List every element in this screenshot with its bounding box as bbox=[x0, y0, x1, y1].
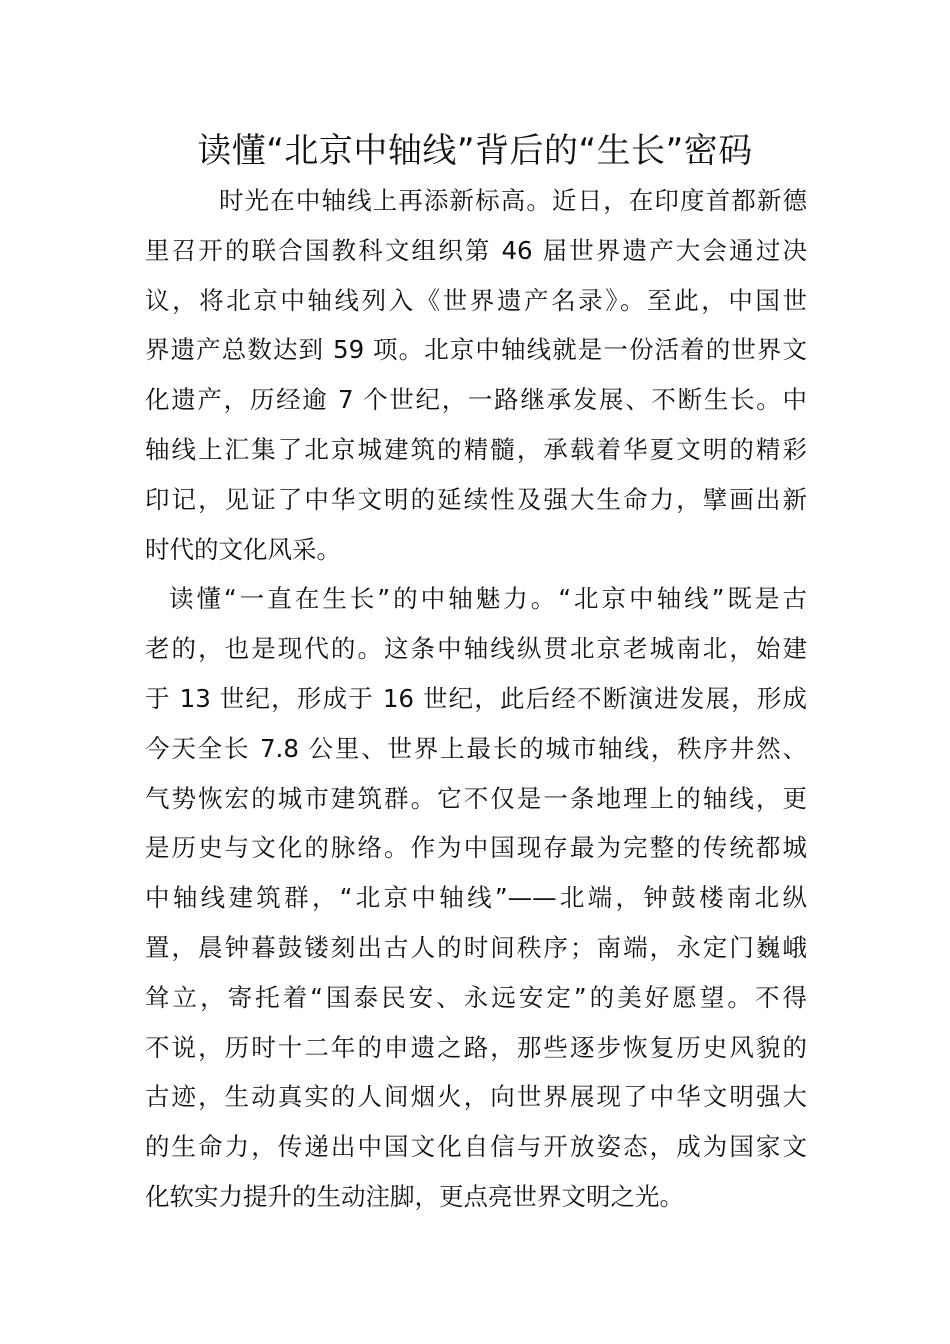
paragraph-line: 是历史与文化的脉络。作为中国现存最为完整的传统都城 bbox=[145, 833, 807, 863]
paragraph-line: 轴线上汇集了北京城建筑的精髓，承载着华夏文明的精彩 bbox=[145, 434, 807, 464]
paragraph-line: 气势恢宏的城市建筑群。它不仅是一条地理上的轴线，更 bbox=[145, 783, 807, 813]
paragraph-line: 今天全长 7.8 公里、世界上最长的城市轴线，秩序井然、 bbox=[145, 733, 807, 763]
paragraph-line: 印记，见证了中华文明的延续性及强大生命力，擘画出新 bbox=[145, 484, 807, 514]
document-title: 读懂“北京中轴线”背后的“生长”密码 bbox=[197, 131, 753, 171]
paragraph-line: 界遗产总数达到 59 项。北京中轴线就是一份活着的世界文 bbox=[145, 335, 807, 365]
document-body bbox=[145, 176, 807, 1222]
paragraph-2 bbox=[145, 574, 807, 1221]
paragraph-line: 于 13 世纪，形成于 16 世纪，此后经不断演进发展，形成 bbox=[145, 683, 807, 713]
paragraph-line: 读懂“一直在生长”的中轴魅力。“北京中轴线”既是古 bbox=[169, 584, 807, 614]
paragraph-line: 议，将北京中轴线列入《世界遗产名录》。至此，中国世 bbox=[145, 285, 807, 315]
paragraph-line: 古迹，生动真实的人间烟火，向世界展现了中华文明强大 bbox=[145, 1082, 807, 1112]
paragraph-line: 耸立，寄托着“国泰民安、永远安定”的美好愿望。不得 bbox=[145, 982, 807, 1012]
paragraph-line: 化软实力提升的生动注脚，更点亮世界文明之光。 bbox=[145, 1181, 684, 1211]
paragraph-1 bbox=[145, 176, 807, 574]
paragraph-line: 化遗产，历经逾 7 个世纪，一路继承发展、不断生长。中 bbox=[145, 385, 807, 415]
paragraph-line: 置，晨钟暮鼓镂刻出古人的时间秩序；南端，永定门巍峨 bbox=[145, 932, 807, 962]
paragraph-line: 里召开的联合国教科文组织第 46 届世界遗产大会通过决 bbox=[145, 235, 807, 265]
paragraph-line: 时光在中轴线上再添新标高。近日，在印度首都新德 bbox=[219, 186, 807, 215]
paragraph-line: 的生命力，传递出中国文化自信与开放姿态，成为国家文 bbox=[145, 1132, 807, 1162]
paragraph-line: 中轴线建筑群，“北京中轴线”——北端，钟鼓楼南北纵 bbox=[145, 883, 807, 913]
paragraph-line: 老的，也是现代的。这条中轴线纵贯北京老城南北，始建 bbox=[145, 634, 807, 664]
paragraph-line: 不说，历时十二年的申遗之路，那些逐步恢复历史风貌的 bbox=[145, 1032, 807, 1062]
paragraph-line: 时代的文化风采。 bbox=[145, 534, 341, 564]
